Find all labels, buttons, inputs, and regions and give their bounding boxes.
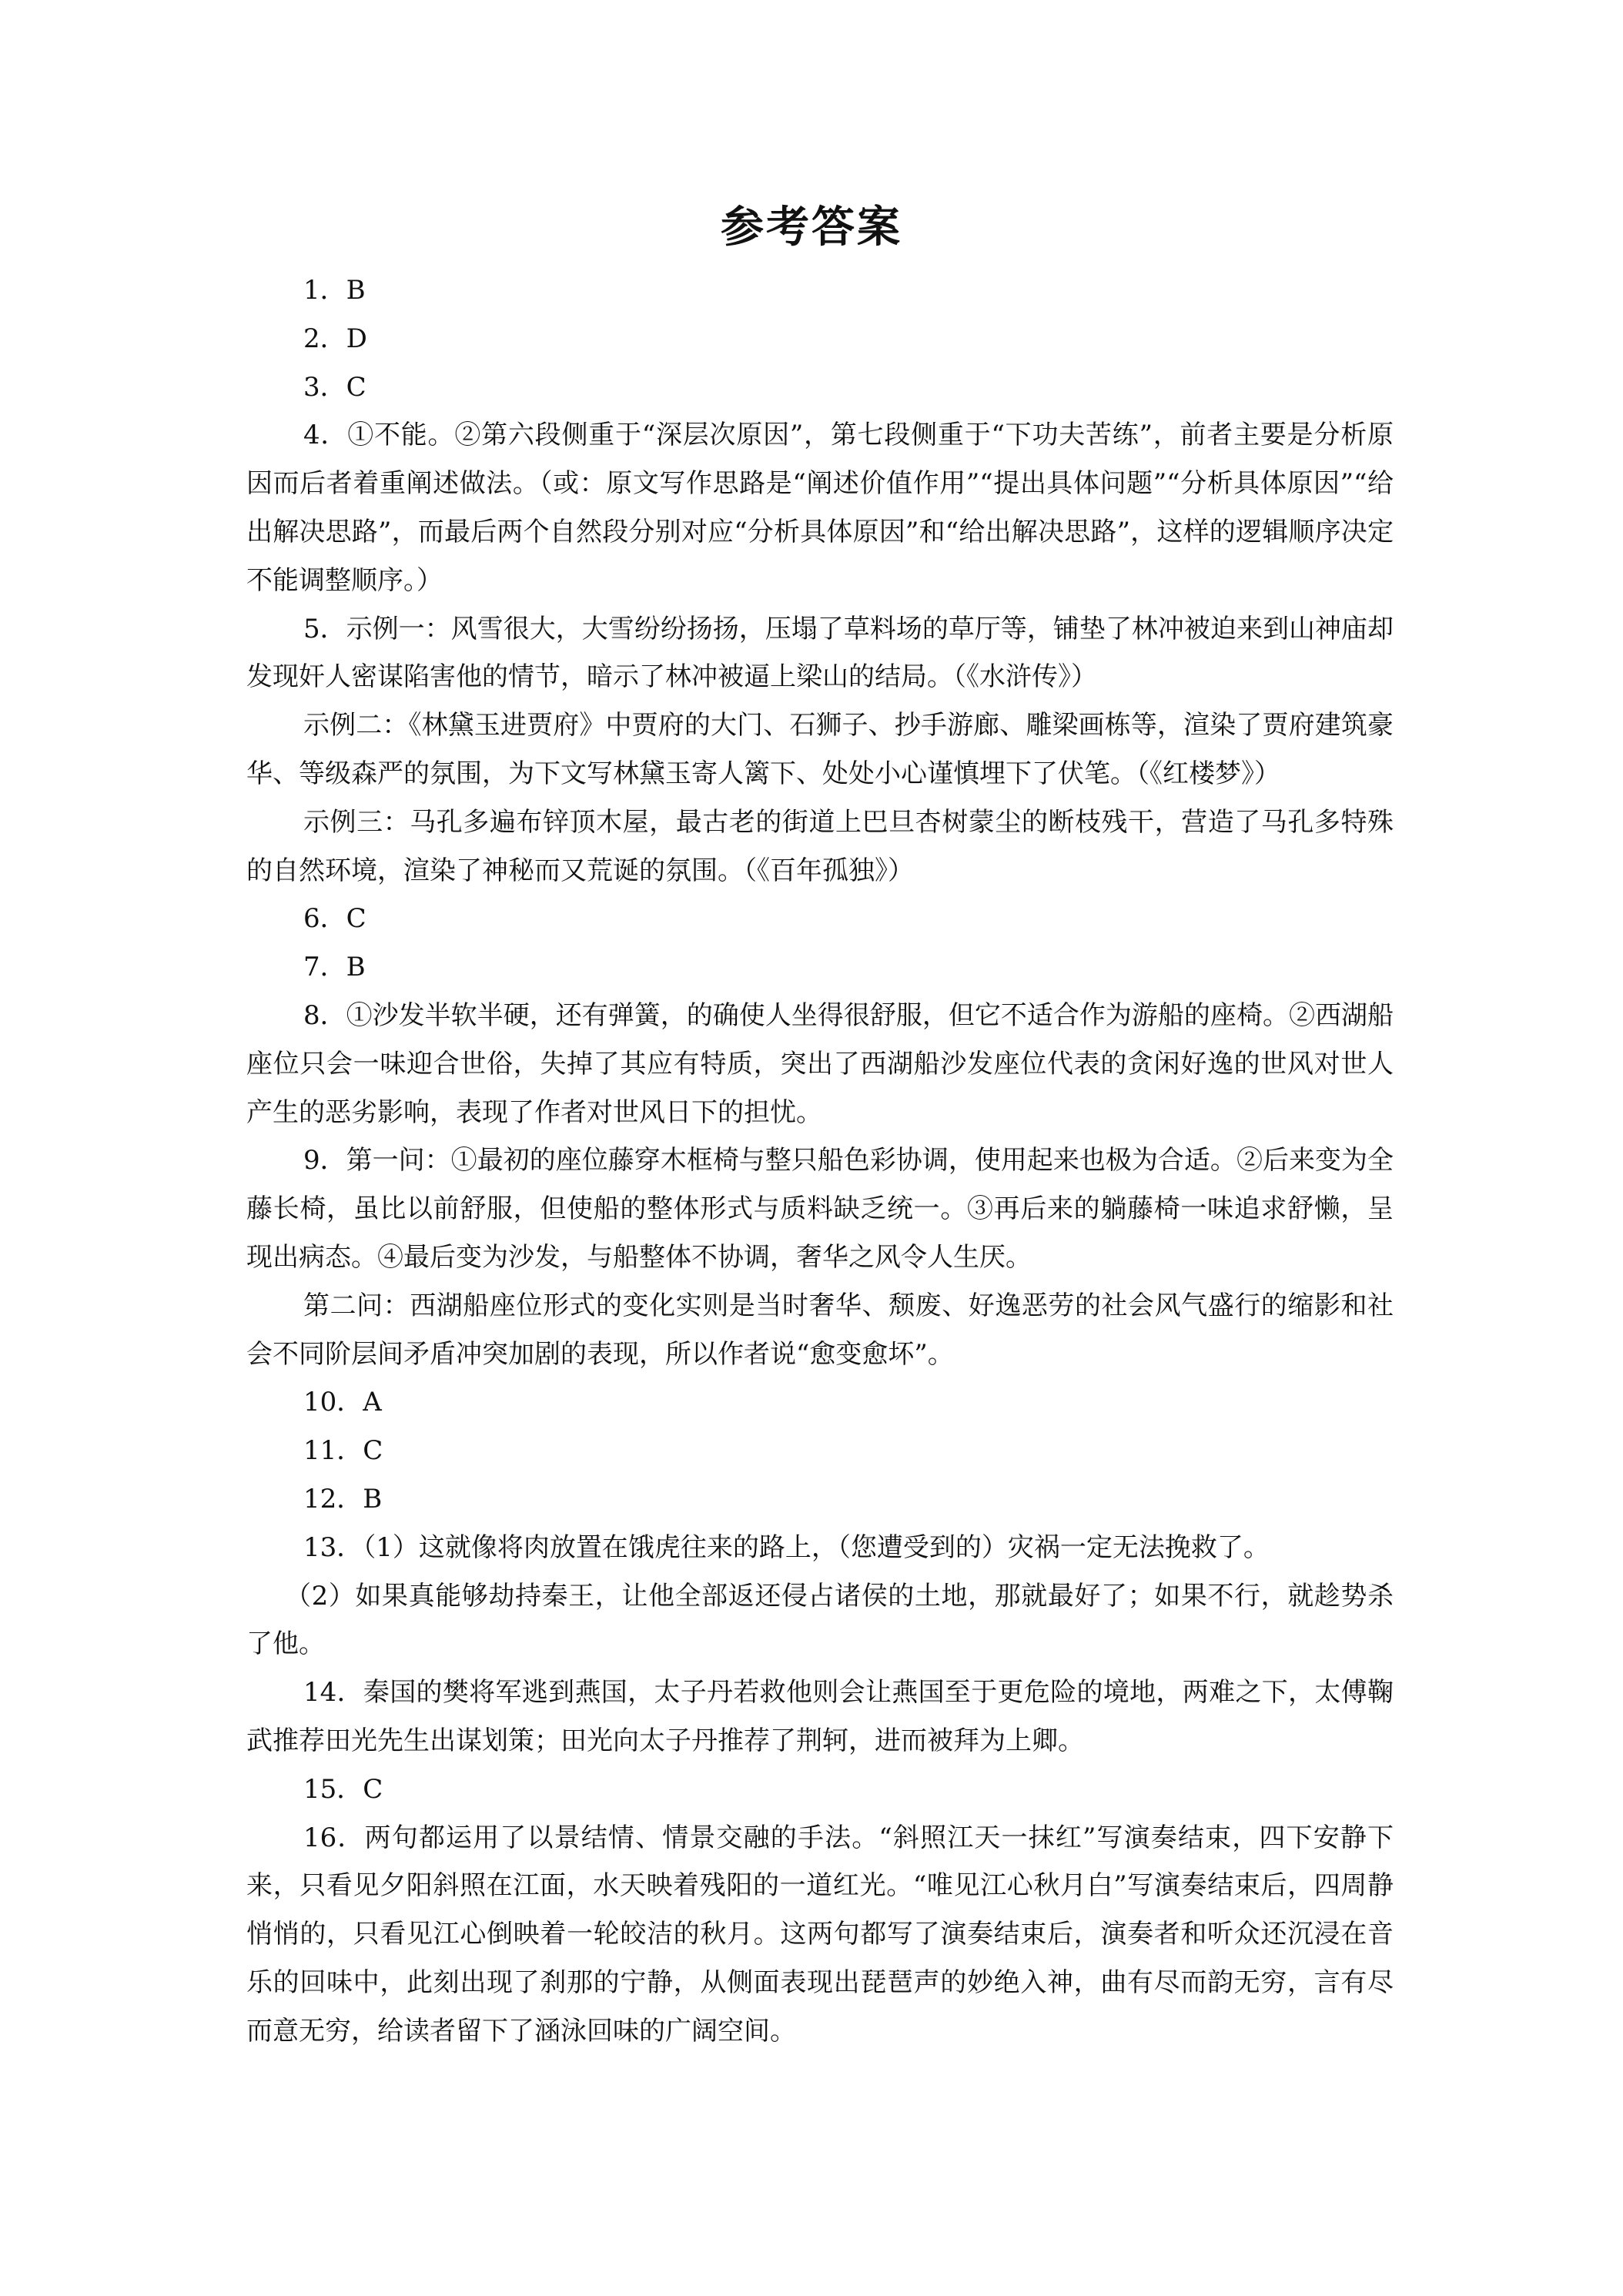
answer-7: 7．B bbox=[303, 952, 366, 983]
answer-5-example-3: 示例三：马孔多遍布锌顶木屋，最古老的街道上巴旦杏树蒙尘的断枝残干，营造了马孔多特殊的自然环境，渲染了神秘而又荒诞的氛围。（《百年孤独》） bbox=[246, 806, 1394, 886]
answer-6: 6．C bbox=[303, 903, 366, 935]
answer-11: 11．C bbox=[303, 1435, 383, 1467]
answer-13-part-2: （2）如果真能够劫持秦王，让他全部返还侵占诸侯的土地，那就最好了；如果不行，就趁势杀了他。 bbox=[246, 1580, 1394, 1660]
answer-3: 3．C bbox=[303, 371, 366, 403]
answer-5-example-2: 示例二：《林黛玉进贾府》中贾府的大门、石狮子、抄手游廊、雕梁画栋等，渲染了贾府建筑豪华、等级森严的氛围，为下文写林黛玉寄人篱下、处处小心谨慎埋下了伏笔。（《红楼梦》） bbox=[246, 710, 1394, 789]
answer-16: 16．两句都运用了以景结情、情景交融的手法。“斜照江天一抹红”写演奏结束，四下安静下来，只看见夕阳斜照在江面，水天映着残阳的一道红光。“唯见江心秋月白”写演奏结束后，四周静悄悄的，只看见江心倒映着一轮皎洁的秋月。这两句都写了演奏结束后，演奏者和听众还沉浸在音乐的回味中，此刻出现了刹那的宁静，从侧面表现出琵琶声的妙绝入神，曲有尽而韵无穷，言有尽而意无穷，给读者留下了涵泳回味的广阔空间。 bbox=[246, 1822, 1394, 2047]
answer-8: 8．①沙发半软半硬，还有弹簧，的确使人坐得很舒服，但它不适合作为游船的座椅。②西湖船座位只会一味迎合世俗，失掉了其应有特质，突出了西湖船沙发座位代表的贪闲好逸的世风对世人产生的恶劣影响，表现了作者对世风日下的担忧。 bbox=[246, 999, 1394, 1128]
answer-10: 10．A bbox=[303, 1387, 382, 1418]
answer-9-part-2: 第二问：西湖船座位形式的变化实则是当时奢华、颓废、好逸恶劳的社会风气盛行的缩影和社会不同阶层间矛盾冲突加剧的表现，所以作者说“愈变愈坏”。 bbox=[246, 1290, 1394, 1370]
page-title: 参考答案 bbox=[721, 202, 902, 253]
answer-2: 2．D bbox=[303, 323, 367, 354]
answer-body bbox=[246, 266, 1394, 2055]
answer-15: 15．C bbox=[303, 1773, 383, 1805]
answer-13-part-1: 13．（1）这就像将肉放置在饿虎往来的路上，（您遭受到的）灾祸一定无法挽救了。 bbox=[303, 1531, 1270, 1563]
answer-14: 14．秦国的樊将军逃到燕国，太子丹若救他则会让燕国至于更危险的境地，两难之下，太傅鞠武推荐田光先生出谋划策；田光向太子丹推荐了荆轲，进而被拜为上卿。 bbox=[246, 1677, 1394, 1756]
answer-9-part-1: 9．第一问：①最初的座位藤穿木框椅与整只船色彩协调，使用起来也极为合适。②后来变为全藤长椅，虽比以前舒服，但使船的整体形式与质料缺乏统一。③再后来的躺藤椅一味追求舒懒，呈现出病态。④最后变为沙发，与船整体不协调，奢华之风令人生厌。 bbox=[246, 1145, 1394, 1273]
answer-4: 4．①不能。②第六段侧重于“深层次原因”，第七段侧重于“下功夫苦练”，前者主要是分析原因而后者着重阐述做法。（或：原文写作思路是“阐述价值作用”“提出具体问题”“分析具体原因”“给出解决思路”，而最后两个自然段分别对应“分析具体原因”和“给出解决思路”，这样的逻辑顺序决定不能调整顺序。） bbox=[246, 420, 1394, 596]
answer-12: 12．B bbox=[303, 1483, 383, 1514]
answer-5-example-1: 5．示例一：风雪很大，大雪纷纷扬扬，压塌了草料场的草厅等，铺垫了林冲被迫来到山神庙却发现奸人密谋陷害他的情节，暗示了林冲被逼上梁山的结局。（《水浒传》） bbox=[246, 613, 1394, 693]
answer-1: 1．B bbox=[303, 275, 366, 306]
